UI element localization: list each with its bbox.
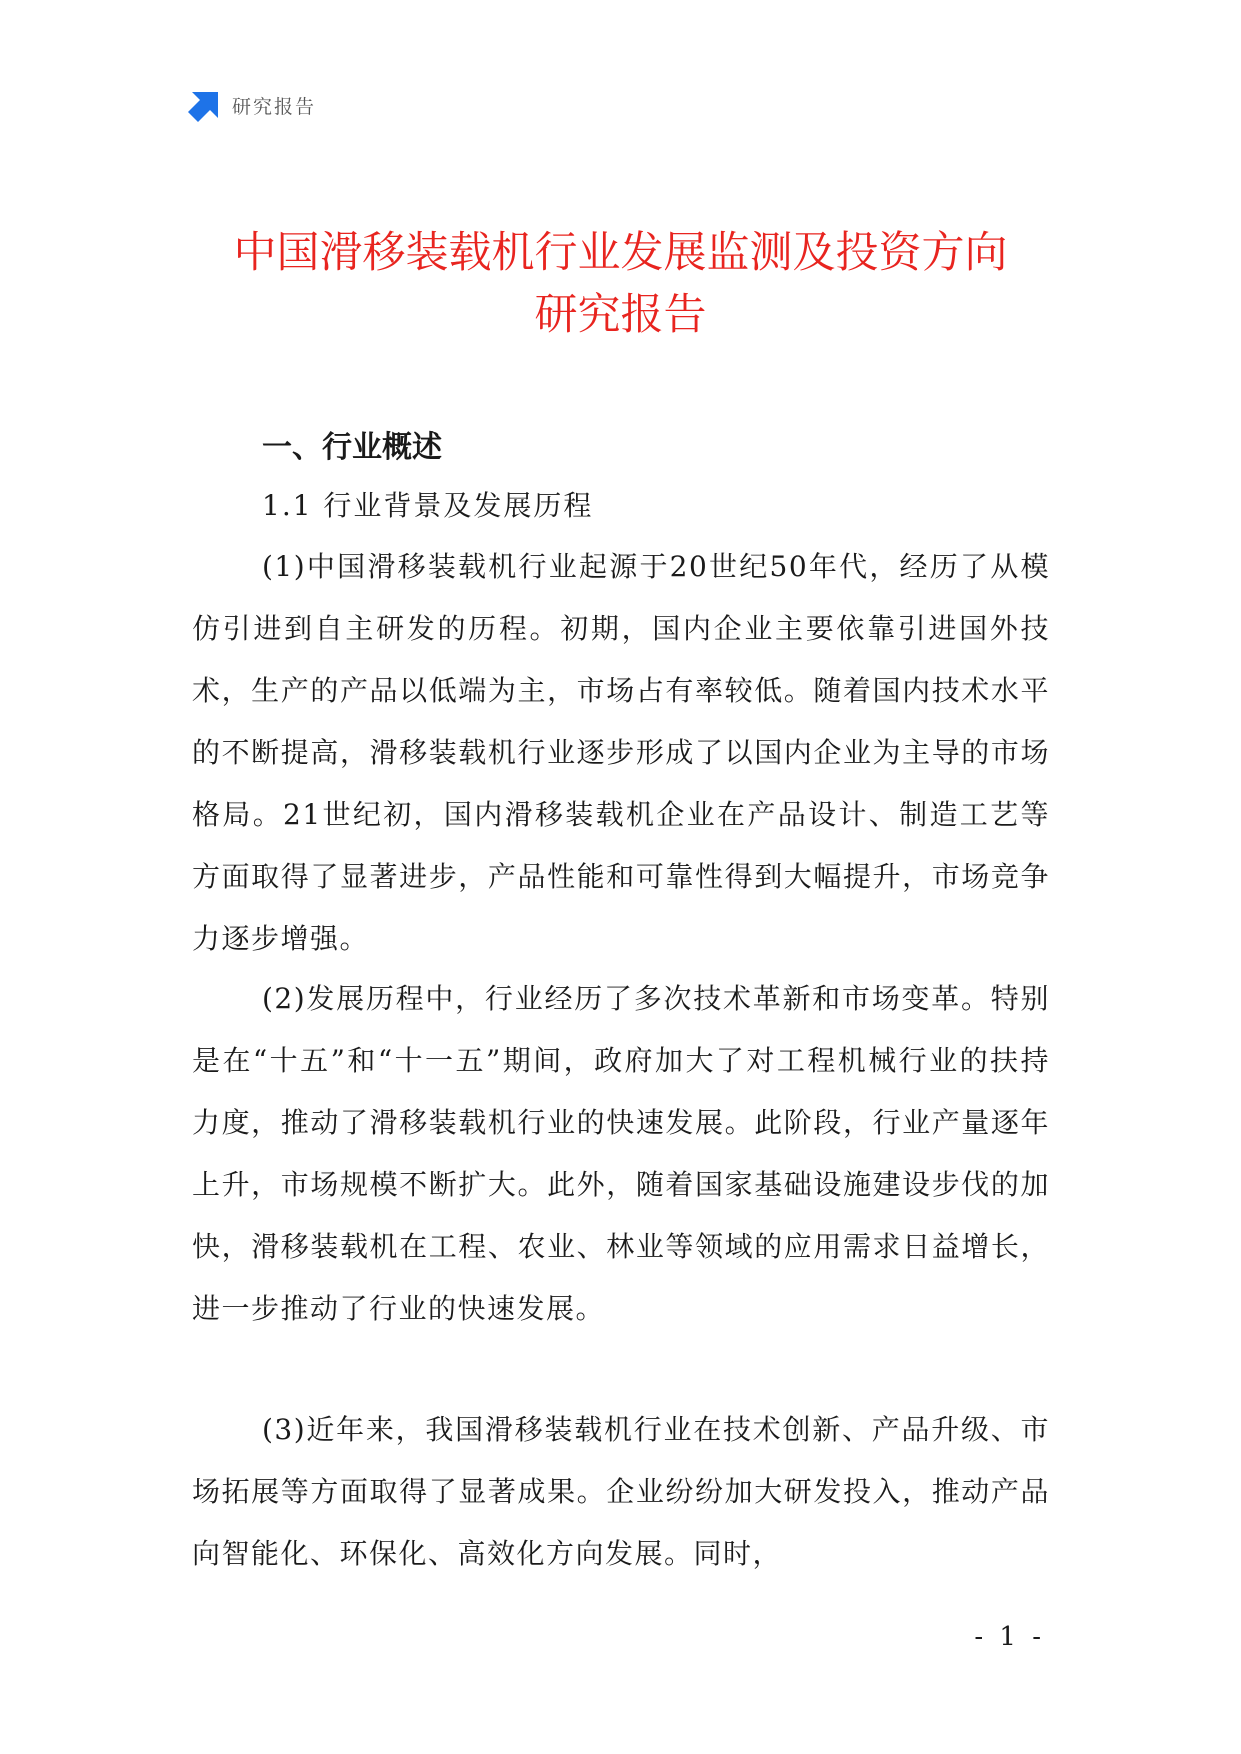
arrow-up-right-icon bbox=[188, 88, 222, 122]
header-label: 研究报告 bbox=[232, 95, 317, 118]
document-header bbox=[188, 88, 316, 122]
paragraph-1: (1)中国滑移装载机行业起源于20世纪50年代，经历了从模仿引进到自主研发的历程。初期，国内企业主要依靠引进国外技术，生产的产品以低端为主，市场占有率较低。随着国内技术水平的不断提高，滑移装载机行业逐步形成了以国内企业为主导的市场格局。21世纪初，国内滑移装载机企业在产品设计、制造工艺等方面取得了显著进步，产品性能和可靠性得到大幅提升，市场竞争力逐步增强。 bbox=[192, 550, 1050, 955]
subsection-heading: 1.1 行业背景及发展历程 bbox=[262, 489, 594, 522]
section-heading: 一、行业概述 bbox=[262, 430, 442, 465]
report-title bbox=[150, 222, 1091, 346]
paragraph-3: (3)近年来，我国滑移装载机行业在技术创新、产品升级、市场拓展等方面取得了显著成果。企业纷纷加大研发投入，推动产品向智能化、环保化、高效化方向发展。同时， bbox=[192, 1413, 1050, 1570]
paragraph-2: (2)发展历程中，行业经历了多次技术革新和市场变革。特别是在“十五”和“十一五”期间，政府加大了对工程机械行业的扶持力度，推动了滑移装载机行业的快速发展。此阶段，行业产量逐年上升，市场规模不断扩大。此外，随着国家基础设施建设步伐的加快，滑移装载机在工程、农业、林业等领域的应用需求日益增长，进一步推动了行业的快速发展。 bbox=[192, 982, 1050, 1325]
page-number: - 1 - bbox=[974, 1622, 1045, 1652]
title-line-1: 中国滑移装载机行业发展监测及投资方向 bbox=[233, 228, 1008, 278]
title-line-2: 研究报告 bbox=[534, 290, 707, 340]
